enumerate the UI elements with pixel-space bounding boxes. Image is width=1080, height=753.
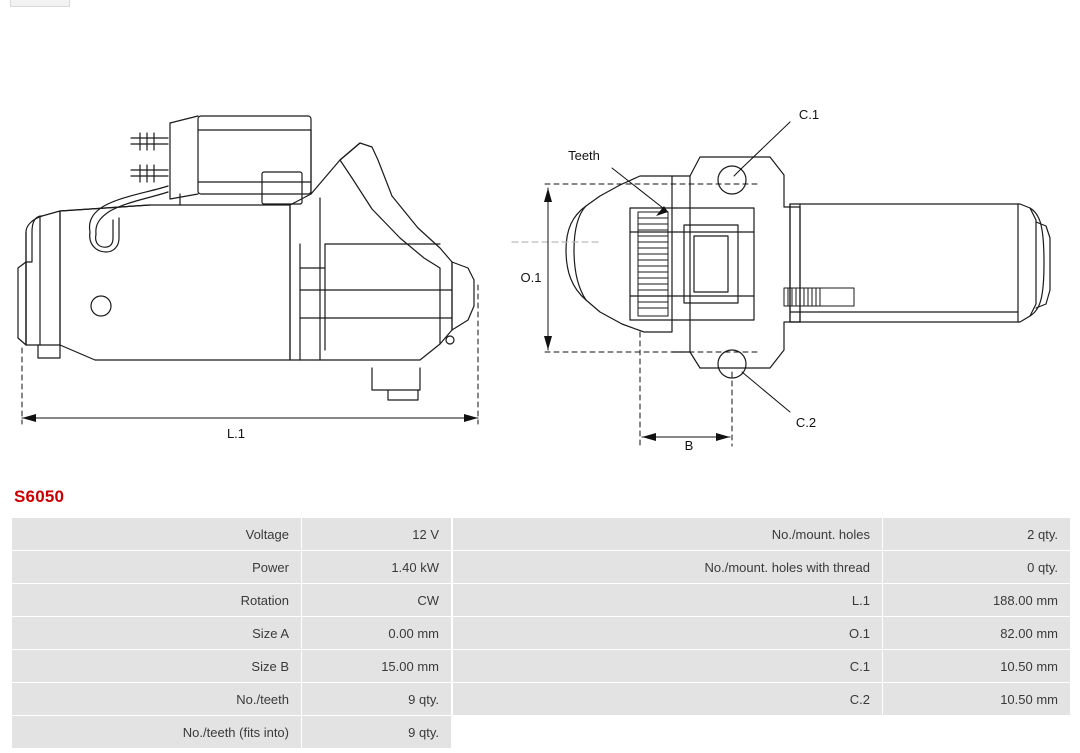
label-b: B (684, 438, 694, 453)
spec-value: 12 V (302, 518, 452, 551)
table-row (453, 551, 1071, 584)
spec-value: 0.00 mm (302, 617, 452, 650)
spec-value: 2 qty. (883, 518, 1071, 551)
spec-value: 1.40 kW (302, 551, 452, 584)
side-view-group (18, 116, 474, 400)
label-teeth: Teeth (568, 148, 600, 163)
spec-table-left (11, 517, 452, 749)
spec-value: 0 qty. (883, 551, 1071, 584)
spec-value: 9 qty. (302, 683, 452, 716)
spec-value: 15.00 mm (302, 650, 452, 683)
spec-label: O.1 (453, 617, 883, 650)
label-o1: O.1 (520, 270, 542, 285)
specifications (11, 517, 1069, 749)
table-row (453, 518, 1071, 551)
spec-value: 10.50 mm (883, 683, 1071, 716)
spec-label: Power (12, 551, 302, 584)
dimension-b (640, 332, 732, 446)
dimension-l1 (22, 285, 478, 424)
spec-label: No./teeth (fits into) (12, 716, 302, 749)
spec-label: Voltage (12, 518, 302, 551)
spec-value: 82.00 mm (883, 617, 1071, 650)
label-c2: C.2 (795, 415, 817, 430)
table-row (12, 716, 452, 749)
spec-label: Size B (12, 650, 302, 683)
table-row (453, 617, 1071, 650)
spec-label: No./mount. holes with thread (453, 551, 883, 584)
spec-label: C.2 (453, 683, 883, 716)
spec-value: 9 qty. (302, 716, 452, 749)
label-l1: L.1 (226, 426, 246, 441)
spec-label: Size A (12, 617, 302, 650)
table-row (453, 584, 1071, 617)
spec-label: Rotation (12, 584, 302, 617)
table-row (12, 683, 452, 716)
spec-value: 10.50 mm (883, 650, 1071, 683)
table-row (12, 584, 452, 617)
table-row (453, 650, 1071, 683)
spec-label: L.1 (453, 584, 883, 617)
front-view-group (512, 157, 1050, 378)
spec-table-right (452, 517, 1071, 749)
spec-value: 188.00 mm (883, 584, 1071, 617)
table-row (12, 518, 452, 551)
spec-label: No./teeth (12, 683, 302, 716)
spec-label: C.1 (453, 650, 883, 683)
table-row (453, 683, 1071, 716)
table-row (12, 650, 452, 683)
part-number: S6050 (14, 487, 65, 506)
table-row (12, 551, 452, 584)
table-row (453, 716, 1071, 749)
spec-label-empty (453, 716, 883, 749)
spec-value: CW (302, 584, 452, 617)
label-c1: C.1 (798, 107, 820, 122)
table-row (12, 617, 452, 650)
spec-value-empty (883, 716, 1071, 749)
spec-label: No./mount. holes (453, 518, 883, 551)
